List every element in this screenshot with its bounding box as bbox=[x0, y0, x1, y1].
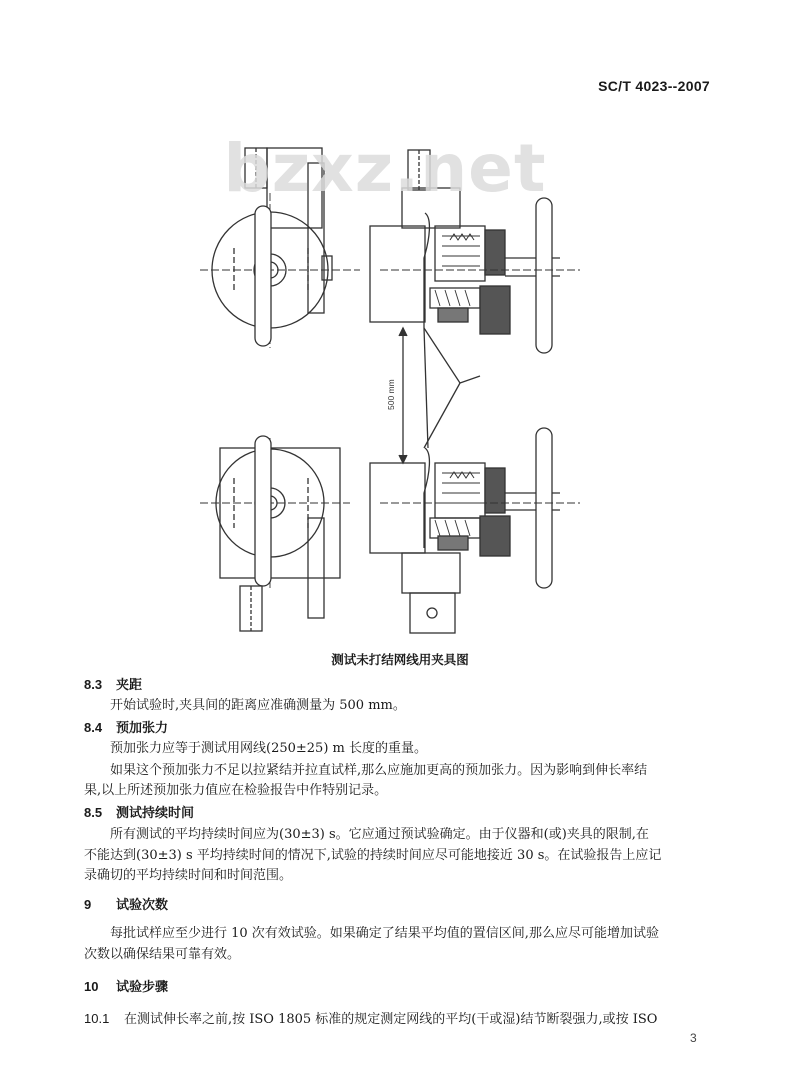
paragraph-line: 录确切的平均持续时间和时间范围。 bbox=[84, 868, 293, 883]
section-8-3-heading bbox=[84, 677, 716, 694]
paragraph-line: 预加张力应等于测试用网线(250±25) m 长度的重量。 bbox=[110, 741, 427, 756]
section-title: 测试持续时间 bbox=[116, 806, 195, 821]
standard-code: SC/T 4023--2007 bbox=[598, 78, 710, 94]
section-8-5-heading bbox=[84, 805, 716, 822]
section-number: 10.1 bbox=[84, 1011, 110, 1026]
section-title: 试验步骤 bbox=[116, 980, 169, 995]
section-title: 夹距 bbox=[116, 678, 143, 693]
page-number: 3 bbox=[690, 1031, 697, 1045]
paragraph-line: 次数以确保结果可靠有效。 bbox=[84, 947, 241, 962]
section-number: 10 bbox=[84, 979, 99, 994]
front-view-bottom bbox=[200, 436, 350, 631]
paragraph-line: 果,以上所述预加张力值应在检验报告中作特别记录。 bbox=[84, 783, 388, 798]
section-title: 试验次数 bbox=[116, 898, 169, 913]
section-9-heading bbox=[84, 897, 716, 914]
watermark: bzxz.net bbox=[223, 130, 547, 207]
paragraph-line: 开始试验时,夹具间的距离应准确测量为 500 mm。 bbox=[110, 698, 406, 713]
paragraph-text: 在测试伸长率之前,按 ISO 1805 标准的规定测定网线的平均(干或湿)结节断裂强力,或按 ISO bbox=[124, 1012, 658, 1027]
paragraph-line: 所有测试的平均持续时间应为(30±3) s。它应通过预试验确定。由于仪器和(或)夹具的限制,在 bbox=[110, 827, 649, 842]
section-number: 8.3 bbox=[84, 677, 103, 692]
section-number: 9 bbox=[84, 897, 92, 912]
paragraph-line: 如果这个预加张力不足以拉紧结并拉直试样,那么应施加更高的预加张力。因为影响到伸长率结 bbox=[110, 763, 648, 778]
section-10-1-line bbox=[84, 1011, 716, 1028]
figure-caption: 测试未打结网线用夹具图 bbox=[331, 652, 469, 667]
paragraph-line: 不能达到(30±3) s 平均持续时间的情况下,试验的持续时间应尽可能地接近 30 s。在试验报告上应记 bbox=[84, 848, 662, 863]
section-10-heading bbox=[84, 979, 716, 996]
paragraph-line: 每批试样应至少进行 10 次有效试验。如果确定了结果平均值的置信区间,那么应尽可能增加试验 bbox=[110, 926, 659, 941]
section-number: 8.5 bbox=[84, 805, 103, 820]
dimension-label: 500 mm bbox=[386, 379, 396, 410]
section-title: 预加张力 bbox=[116, 721, 169, 736]
section-8-4-heading bbox=[84, 720, 716, 737]
dimension-500mm bbox=[386, 328, 480, 463]
section-number: 8.4 bbox=[84, 720, 103, 735]
